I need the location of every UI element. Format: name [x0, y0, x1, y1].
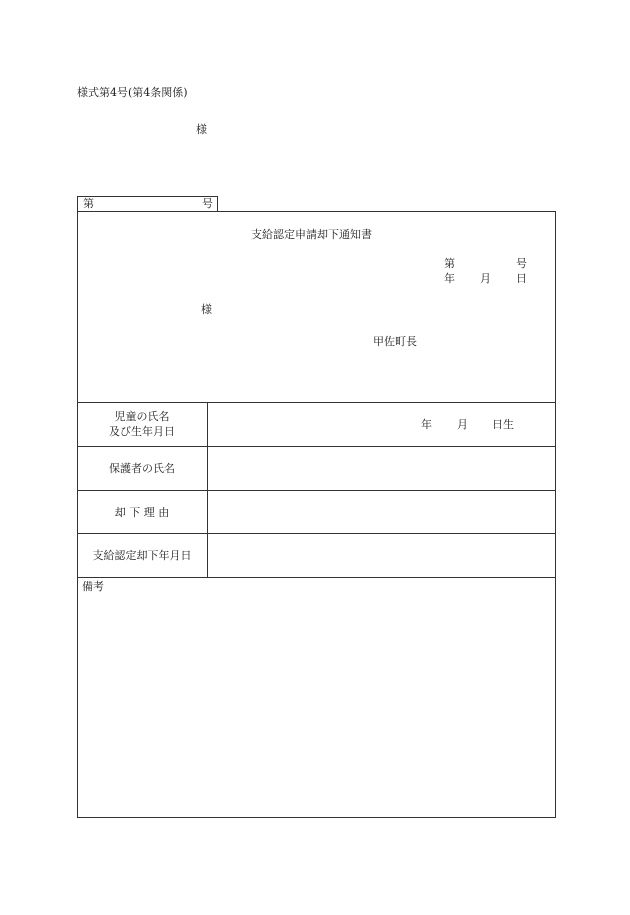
row-divider [77, 533, 556, 534]
notice-date-month: 月 [480, 272, 491, 285]
row-divider [77, 490, 556, 491]
column-divider [207, 402, 208, 577]
number-box [77, 196, 218, 212]
notice-issuer: 甲佐町長 [373, 335, 417, 348]
number-box-go: 号 [202, 197, 213, 210]
birth-month-label: 月 [457, 418, 468, 431]
notice-number-go: 号 [516, 257, 527, 270]
row-divider [77, 577, 556, 578]
rejection-date-label: 支給認定却下年月日 [92, 549, 192, 562]
remarks-label: 備考 [82, 580, 104, 593]
row-divider [77, 446, 556, 447]
birth-year-label: 年 [421, 418, 432, 431]
reason-label: 却 下 理 由 [114, 506, 170, 519]
row-divider [77, 402, 556, 403]
child-label [77, 409, 207, 440]
notice-addressee-suffix: 様 [201, 303, 212, 316]
notice-date-year: 年 [444, 272, 455, 285]
top-addressee-suffix: 様 [196, 123, 207, 136]
number-box-dai: 第 [83, 197, 94, 210]
birth-day-label: 日生 [492, 418, 514, 431]
notice-number-dai: 第 [444, 257, 455, 270]
guardian-label: 保護者の氏名 [109, 462, 175, 475]
child-label-line1: 児童の氏名 [114, 410, 170, 423]
form-header: 様式第4号(第4条関係) [77, 86, 188, 99]
child-label-line2: 及び生年月日 [109, 425, 175, 439]
notice-date-day: 日 [516, 272, 527, 285]
notice-title: 支給認定申請却下通知書 [251, 228, 372, 241]
